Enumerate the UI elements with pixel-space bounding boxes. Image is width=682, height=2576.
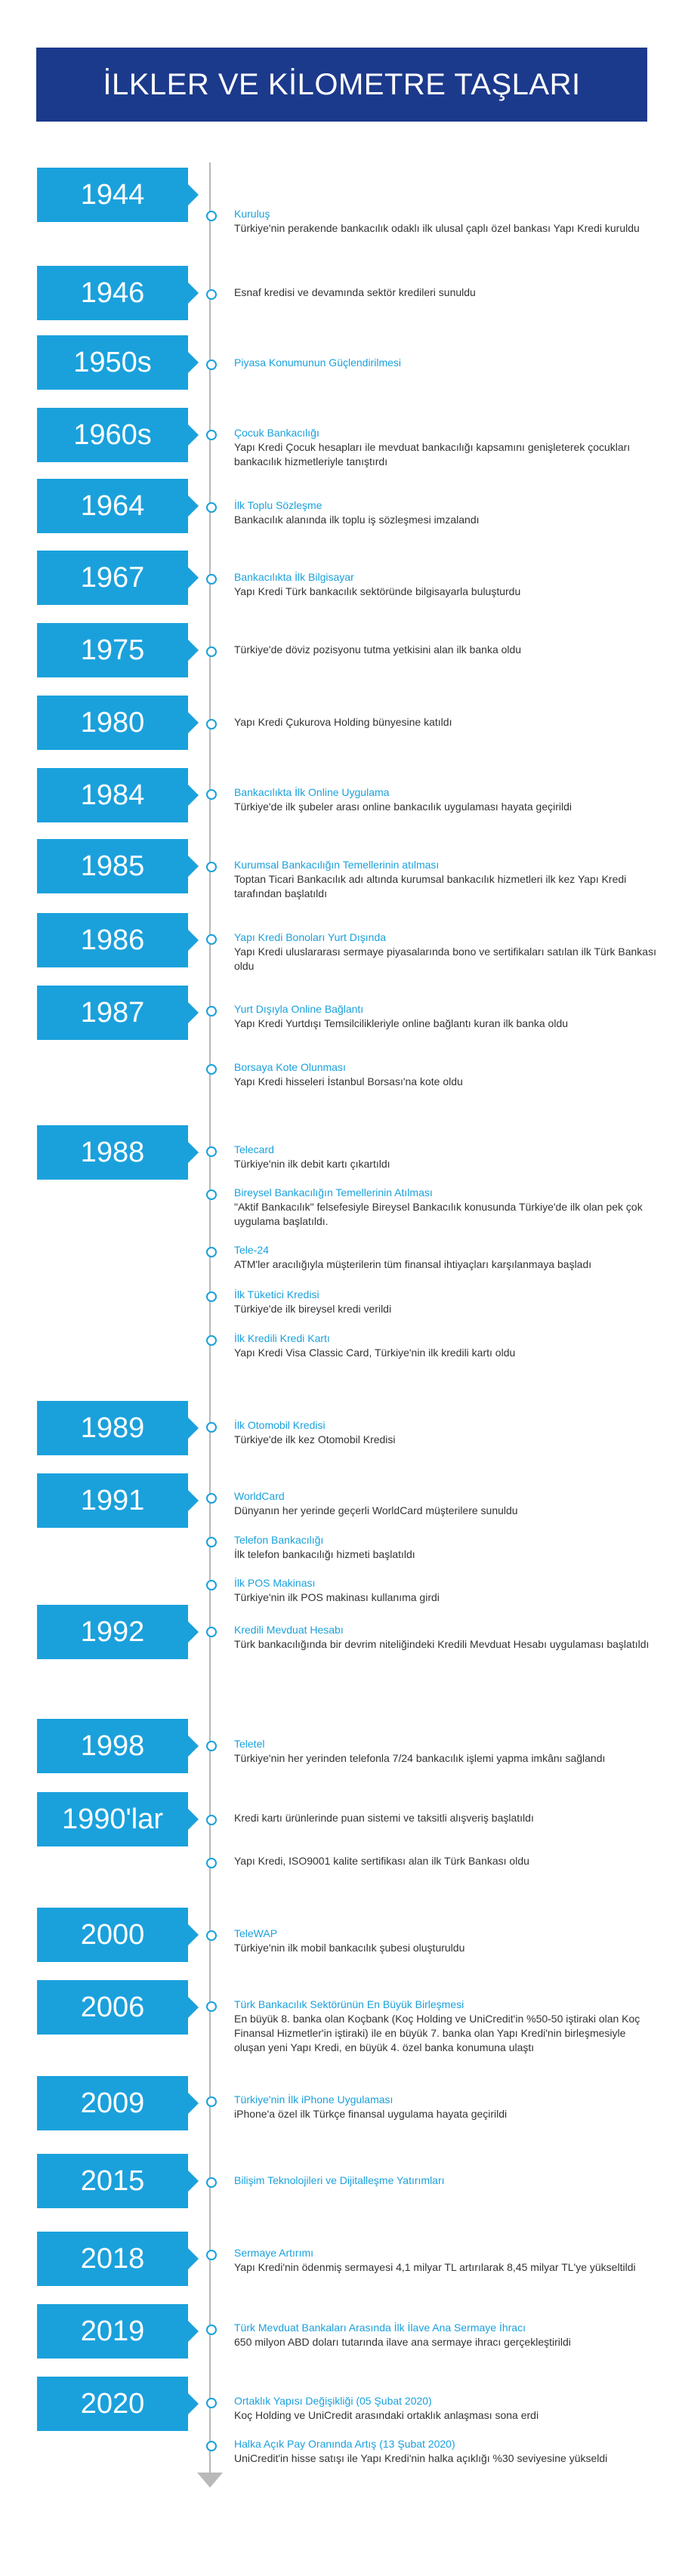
timeline-event [234,1489,657,1518]
timeline-event [234,1533,657,1562]
event-description: Türkiye'nin perakende bankacılık odaklı ilk ulusal çaplı özel bankası Yapı Kredi kuruldu [234,222,640,234]
timeline-event [234,1002,657,1031]
timeline-event [234,2173,657,2188]
timeline-event [234,1811,657,1825]
year-label: 1992 [37,1605,188,1659]
event-description: Yapı Kredi'nin ödenmiş sermayesi 4,1 milyar TL artırılarak 8,45 milyar TL'ye yükseltildi [234,2261,636,2273]
event-description: Türk bankacılığında bir devrim niteliğindeki Kredili Mevduat Hesabı uygulaması başlatıldı [234,1638,650,1650]
year-label: 2020 [37,2377,188,2431]
event-title: Yurt Dışıyla Online Bağlantı [234,1003,364,1015]
timeline-event [234,2093,657,2121]
event-title: Yapı Kredi Bonoları Yurt Dışında [234,931,387,943]
event-description: Yapı Kredi hisseleri İstanbul Borsası'na kote oldu [234,1075,463,1087]
event-title: Ortaklık Yapısı Değişikliği (05 Şubat 2020) [234,2395,432,2407]
event-title: Telecard [234,1143,274,1155]
year-label: 1980 [37,696,188,750]
event-description: Yapı Kredi Çukurova Holding bünyesine katıldı [234,716,452,728]
event-title: Teletel [234,1738,265,1750]
timeline-event [234,1186,657,1229]
event-description: Türkiye'de ilk bireysel kredi verildi [234,1303,392,1315]
event-description: Yapı Kredi Yurtdışı Temsilcilikleriyle online bağlantı kuran ilk banka oldu [234,1017,569,1029]
event-title: Bilişim Teknolojileri ve Dijitalleşme Yatırımları [234,2174,445,2186]
event-description: İlk telefon bankacılığı hizmeti başlatıldı [234,1548,415,1560]
year-label: 2015 [37,2154,188,2208]
timeline-event [234,2437,657,2466]
event-description: "Aktif Bankacılık" felsefesiyle Bireysel Bankacılık konusunda Türkiye'de ilk olan pek çok uygulama başlatıldı. [234,1201,643,1227]
event-description: Kredi kartı ürünlerinde puan sistemi ve taksitli alışveriş başlatıldı [234,1812,534,1824]
event-description: Türkiye'de ilk şubeler arası online bankacılık uygulaması hayata geçirildi [234,801,572,813]
event-description: ATM'ler aracılığıyla müşterilerin tüm finansal ihtiyaçları karşılanmaya başladı [234,1258,592,1270]
year-label: 1944 [37,168,188,222]
timeline-event [234,2394,657,2423]
event-description: Toptan Ticari Bankacılık adı altında kurumsal bankacılık hizmetleri ilk kez Yapı Kredi tarafından başlatıldı [234,873,627,899]
timeline-event [234,356,657,370]
page-title: İLKLER VE KİLOMETRE TAŞLARI [36,48,647,122]
timeline-event [234,1331,657,1360]
event-title: Sermaye Artırımı [234,2247,314,2259]
event-title: Bankacılıkta İlk Online Uygulama [234,786,390,798]
timeline-event [234,1854,657,1868]
year-label: 1975 [37,623,188,677]
timeline-event [234,1576,657,1605]
event-description: Yapı Kredi Visa Classic Card, Türkiye'nin ilk kredili kartı oldu [234,1347,516,1359]
timeline-event [234,1288,657,1316]
timeline-event [234,426,657,469]
event-description: Türkiye'nin her yerinden telefonla 7/24 bankacılık işlemi yapma imkânı sağlandı [234,1752,606,1764]
event-description: Türkiye'nin ilk debit kartı çıkartıldı [234,1158,390,1170]
event-description: Türkiye'nin ilk mobil bankacılık şubesi oluşturuldu [234,1942,465,1954]
event-description: Bankacılık alanında ilk toplu iş sözleşmesi imzalandı [234,514,480,526]
year-label: 1985 [37,839,188,893]
event-description: Yapı Kredi Çocuk hesapları ile mevduat bankacılığı kapsamını genişleterek çocukları bankacılık hizmetleriyle tanıştırdı [234,441,631,467]
event-title: İlk Tüketici Kredisi [234,1288,319,1300]
event-title: İlk Toplu Sözleşme [234,499,322,511]
event-title: WorldCard [234,1490,285,1502]
event-description: En büyük 8. banka olan Koçbank (Koç Holding ve UniCredit'in %50-50 iştiraki olan Koç Finansal Hizmetler'in iştiraki) ile en büyük 7. banka olan Yapı Kredi'nin birleşmesiyle oluşan yeni Yapı Kredi, en büyük 4. özel banka konumuna ulaştı [234,2013,640,2053]
event-description: Yapı Kredi, ISO9001 kalite sertifikası alan ilk Türk Bankası oldu [234,1855,529,1867]
year-label: 2018 [37,2232,188,2286]
event-title: Borsaya Kote Olunması [234,1061,346,1073]
event-description: Türkiye'nin ilk POS makinası kullanıma girdi [234,1591,440,1603]
event-title: Bireysel Bankacılığın Temellerinin Atılması [234,1186,433,1199]
event-description: Türkiye'de döviz pozisyonu tutma yetkisini alan ilk banka oldu [234,643,522,656]
timeline-event [234,1060,657,1089]
event-title: Telefon Bankacılığı [234,1534,324,1546]
timeline-event [234,1927,657,1955]
year-label: 1989 [37,1401,188,1455]
event-description: iPhone'a özel ilk Türkçe finansal uygulama hayata geçirildi [234,2108,508,2120]
event-title: Türk Mevduat Bankaları Arasında İlk İlave Ana Sermaye İhracı [234,2321,526,2334]
event-description: UniCredit'in hisse satışı ile Yapı Kredi'nin halka açıklığı %30 seviyesine yükseldi [234,2452,608,2464]
timeline-event [234,643,657,657]
year-label: 1946 [37,266,188,320]
event-title: TeleWAP [234,1927,278,1939]
event-title: Türk Bankacılık Sektörünün En Büyük Birleşmesi [234,1998,464,2010]
event-title: Kurumsal Bankacılığın Temellerinin atılması [234,859,440,871]
timeline-event [234,1243,657,1272]
timeline-event [234,1623,657,1652]
event-title: Bankacılıkta İlk Bilgisayar [234,571,354,583]
timeline-event [234,1143,657,1171]
year-label: 1987 [37,986,188,1040]
year-label: 1967 [37,551,188,605]
event-description: Yapı Kredi uluslararası sermaye piyasalarında bono ve sertifikaları satılan ilk Türk Bankası oldu [234,946,656,972]
year-label: 1984 [37,768,188,822]
event-description: Dünyanın her yerinde geçerli WorldCard müşterilere sunuldu [234,1504,518,1516]
year-label: 2000 [37,1908,188,1962]
timeline-event [234,285,657,300]
event-title: Çocuk Bankacılığı [234,427,319,439]
year-label: 1986 [37,913,188,967]
event-description: 650 milyon ABD doları tutarında ilave ana sermaye ihracı gerçekleştirildi [234,2336,571,2348]
event-title: Türkiye'nin İlk iPhone Uygulaması [234,2093,393,2106]
year-label: 2019 [37,2304,188,2359]
event-title: İlk Otomobil Kredisi [234,1419,326,1431]
event-title: İlk POS Makinası [234,1577,316,1589]
event-title: Piyasa Konumunun Güçlendirilmesi [234,356,401,369]
timeline-event [234,1737,657,1766]
timeline-event [234,930,657,973]
event-description: Koç Holding ve UniCredit arasındaki ortaklık anlaşması sona erdi [234,2409,539,2421]
timeline-event [234,785,657,814]
year-label: 1988 [37,1125,188,1180]
event-title: Halka Açık Pay Oranında Artış (13 Şubat 2020) [234,2438,455,2450]
timeline-arrow-icon [197,2473,223,2488]
timeline-event [234,715,657,730]
timeline-event [234,2321,657,2349]
timeline-event [234,1998,657,2055]
timeline-event [234,1418,657,1447]
event-description: Türkiye'de ilk kez Otomobil Kredisi [234,1433,396,1445]
event-description: Esnaf kredisi ve devamında sektör kredileri sunuldu [234,286,476,298]
timeline-event [234,207,657,236]
event-title: Kredili Mevduat Hesabı [234,1624,344,1636]
event-title: Kuruluş [234,208,270,220]
year-label: 1991 [37,1473,188,1528]
event-description: Yapı Kredi Türk bankacılık sektöründe bilgisayarla buluşturdu [234,585,521,597]
timeline-event [234,2246,657,2275]
event-title: Tele-24 [234,1244,269,1256]
timeline-event [234,498,657,527]
year-label: 1960s [37,408,188,462]
timeline-event [234,570,657,599]
year-label: 1964 [37,479,188,533]
year-label: 2006 [37,1980,188,2035]
year-label: 1950s [37,335,188,390]
timeline-event [234,858,657,901]
year-label: 1990'lar [37,1792,188,1846]
year-label: 2009 [37,2076,188,2130]
event-title: İlk Kredili Kredi Kartı [234,1332,330,1344]
year-label: 1998 [37,1719,188,1773]
